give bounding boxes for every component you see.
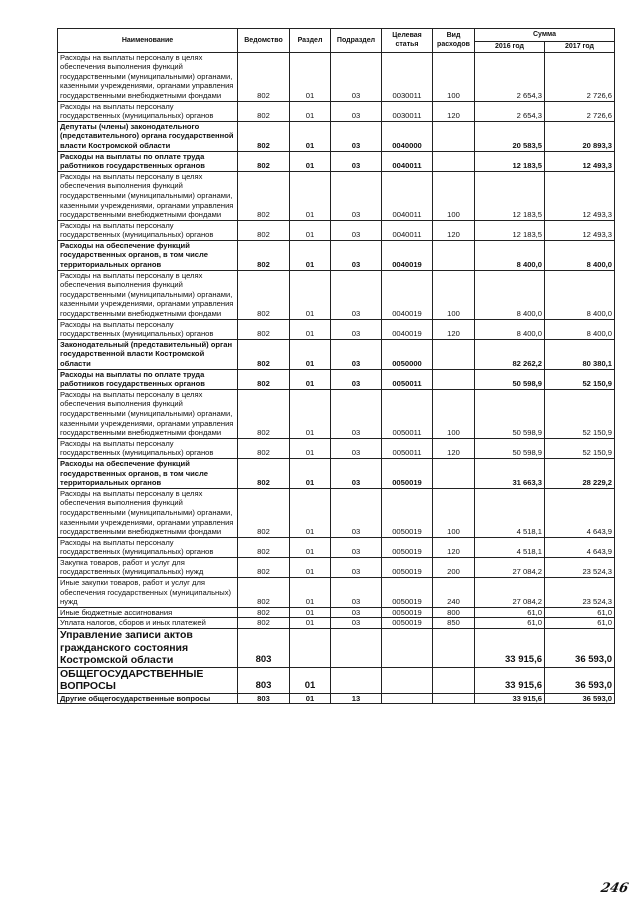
row-name: Расходы на выплаты персоналу государственных (муниципальных) органов	[58, 220, 238, 240]
row-vid: 120	[433, 220, 475, 240]
row-vid: 120	[433, 438, 475, 458]
row-sum-2016: 33 915,6	[475, 629, 545, 668]
row-podrazdel: 03	[331, 618, 382, 629]
row-sum-2017: 2 726,6	[545, 52, 615, 101]
row-celevaya: 0050011	[382, 369, 433, 389]
row-celevaya: 0050019	[382, 618, 433, 629]
row-sum-2017: 61,0	[545, 607, 615, 618]
header-year-2017: 2017 год	[545, 42, 615, 53]
row-vedomstvo: 802	[238, 438, 290, 458]
row-sum-2017: 52 150,9	[545, 369, 615, 389]
row-name: Расходы на выплаты по оплате труда работников государственных органов	[58, 151, 238, 171]
row-vid: 100	[433, 488, 475, 537]
row-vedomstvo: 802	[238, 557, 290, 577]
row-sum-2016: 50 598,9	[475, 369, 545, 389]
header-summa: Сумма	[475, 29, 615, 42]
row-sum-2017: 23 524,3	[545, 557, 615, 577]
row-razdel: 01	[290, 52, 331, 101]
row-razdel: 01	[290, 339, 331, 369]
row-vedomstvo: 803	[238, 693, 290, 704]
row-sum-2016: 33 915,6	[475, 667, 545, 693]
row-podrazdel: 03	[331, 438, 382, 458]
row-celevaya: 0040019	[382, 240, 433, 270]
row-vid	[433, 369, 475, 389]
row-vid: 120	[433, 537, 475, 557]
row-vid: 100	[433, 52, 475, 101]
row-podrazdel: 03	[331, 220, 382, 240]
row-razdel: 01	[290, 240, 331, 270]
row-podrazdel: 03	[331, 240, 382, 270]
row-name: Депутаты (члены) законодательного (представительного) органа государственной власти Костромской области	[58, 121, 238, 151]
row-podrazdel: 03	[331, 121, 382, 151]
row-podrazdel: 03	[331, 607, 382, 618]
row-vedomstvo: 802	[238, 52, 290, 101]
row-razdel: 01	[290, 537, 331, 557]
row-vedomstvo: 803	[238, 667, 290, 693]
row-sum-2017: 8 400,0	[545, 319, 615, 339]
header-podrazdel: Подраздел	[331, 29, 382, 53]
row-vedomstvo: 802	[238, 458, 290, 488]
row-razdel: 01	[290, 557, 331, 577]
row-name: Расходы на выплаты персоналу в целях обеспечения выполнения функций государственными (муниципальными) органами, казенными учреждениями, органами управления государственными внебюджетными фондами	[58, 171, 238, 220]
row-name: Расходы на выплаты персоналу государственных (муниципальных) органов	[58, 438, 238, 458]
table-row	[58, 607, 615, 618]
table-row	[58, 578, 615, 608]
row-name: Другие общегосударственные вопросы	[58, 693, 238, 704]
table-row	[58, 488, 615, 537]
table-row	[58, 438, 615, 458]
row-sum-2017: 4 643,9	[545, 537, 615, 557]
row-celevaya: 0030011	[382, 101, 433, 121]
row-podrazdel: 03	[331, 339, 382, 369]
row-celevaya: 0050019	[382, 537, 433, 557]
row-sum-2016: 27 084,2	[475, 557, 545, 577]
row-vedomstvo: 802	[238, 319, 290, 339]
row-vedomstvo: 802	[238, 240, 290, 270]
table-row	[58, 537, 615, 557]
row-vid	[433, 629, 475, 668]
row-sum-2016: 8 400,0	[475, 270, 545, 319]
row-podrazdel	[331, 667, 382, 693]
row-sum-2016: 20 583,5	[475, 121, 545, 151]
header-vedomstvo: Ведомство	[238, 29, 290, 53]
row-celevaya: 0040011	[382, 220, 433, 240]
row-vid	[433, 667, 475, 693]
table-row	[58, 629, 615, 668]
row-vid	[433, 693, 475, 704]
row-vedomstvo: 802	[238, 618, 290, 629]
table-body	[58, 52, 615, 704]
row-podrazdel: 03	[331, 101, 382, 121]
table-row	[58, 220, 615, 240]
row-sum-2017: 12 493,3	[545, 220, 615, 240]
row-vedomstvo: 802	[238, 578, 290, 608]
row-sum-2016: 2 654,3	[475, 101, 545, 121]
row-vedomstvo: 802	[238, 488, 290, 537]
row-sum-2017: 12 493,3	[545, 171, 615, 220]
row-sum-2016: 61,0	[475, 618, 545, 629]
header-vid: Вид расходов	[433, 29, 475, 53]
row-vedomstvo: 802	[238, 121, 290, 151]
budget-table	[57, 28, 615, 704]
row-vid: 200	[433, 557, 475, 577]
row-vedomstvo: 802	[238, 339, 290, 369]
table-row	[58, 369, 615, 389]
row-sum-2017: 80 380,1	[545, 339, 615, 369]
table-row	[58, 270, 615, 319]
row-name: Закупка товаров, работ и услуг для государственных (муниципальных) нужд	[58, 557, 238, 577]
row-name: Расходы на выплаты персоналу в целях обеспечения выполнения функций государственными (муниципальными) органами, казенными учреждениями, органами управления государственными внебюджетными фондами	[58, 389, 238, 438]
row-name: Иные закупки товаров, работ и услуг для обеспечения государственных (муниципальных) нужд	[58, 578, 238, 608]
row-sum-2017: 23 524,3	[545, 578, 615, 608]
row-sum-2017: 52 150,9	[545, 438, 615, 458]
row-vid: 100	[433, 171, 475, 220]
row-sum-2017: 36 593,0	[545, 667, 615, 693]
row-sum-2016: 8 400,0	[475, 240, 545, 270]
row-podrazdel: 03	[331, 171, 382, 220]
row-name: Расходы на выплаты персоналу государственных (муниципальных) органов	[58, 101, 238, 121]
row-sum-2017: 12 493,3	[545, 151, 615, 171]
row-vid: 240	[433, 578, 475, 608]
row-celevaya: 0050011	[382, 438, 433, 458]
row-name: Расходы на выплаты персоналу в целях обеспечения выполнения функций государственными (муниципальными) органами, казенными учреждениями, органами управления государственными внебюджетными фондами	[58, 52, 238, 101]
row-razdel: 01	[290, 693, 331, 704]
row-podrazdel: 03	[331, 488, 382, 537]
row-sum-2016: 33 915,6	[475, 693, 545, 704]
row-name: Иные бюджетные ассигнования	[58, 607, 238, 618]
row-razdel: 01	[290, 171, 331, 220]
row-podrazdel: 13	[331, 693, 382, 704]
row-name: Уплата налогов, сборов и иных платежей	[58, 618, 238, 629]
header-razdel: Раздел	[290, 29, 331, 53]
table-row	[58, 319, 615, 339]
row-vedomstvo: 802	[238, 537, 290, 557]
row-name: Управление записи актов гражданского состояния Костромской области	[58, 629, 238, 668]
row-celevaya	[382, 693, 433, 704]
row-razdel: 01	[290, 618, 331, 629]
row-sum-2016: 50 598,9	[475, 389, 545, 438]
table-row	[58, 458, 615, 488]
row-sum-2017: 36 593,0	[545, 693, 615, 704]
table-header	[58, 29, 615, 53]
row-razdel: 01	[290, 458, 331, 488]
row-podrazdel: 03	[331, 369, 382, 389]
row-vid	[433, 151, 475, 171]
header-name: Наименование	[58, 29, 238, 53]
row-sum-2017: 8 400,0	[545, 240, 615, 270]
row-razdel: 01	[290, 151, 331, 171]
row-celevaya: 0040000	[382, 121, 433, 151]
row-vedomstvo: 802	[238, 369, 290, 389]
row-podrazdel: 03	[331, 578, 382, 608]
row-vid	[433, 458, 475, 488]
row-name: Расходы на выплаты персоналу государственных (муниципальных) органов	[58, 537, 238, 557]
header-year-2016: 2016 год	[475, 42, 545, 53]
row-podrazdel: 03	[331, 319, 382, 339]
table-row	[58, 339, 615, 369]
row-podrazdel	[331, 629, 382, 668]
row-celevaya: 0050019	[382, 488, 433, 537]
row-razdel: 01	[290, 121, 331, 151]
page-number: 246	[599, 881, 630, 896]
row-name: Законодательный (представительный) орган государственной власти Костромской области	[58, 339, 238, 369]
row-vid: 100	[433, 389, 475, 438]
row-celevaya: 0040019	[382, 270, 433, 319]
table-row	[58, 557, 615, 577]
row-podrazdel: 03	[331, 458, 382, 488]
row-podrazdel: 03	[331, 52, 382, 101]
row-razdel: 01	[290, 369, 331, 389]
row-name: ОБЩЕГОСУДАРСТВЕННЫЕ ВОПРОСЫ	[58, 667, 238, 693]
header-celevaya: Целевая статья	[382, 29, 433, 53]
row-razdel: 01	[290, 389, 331, 438]
table-row	[58, 101, 615, 121]
row-razdel: 01	[290, 488, 331, 537]
row-name: Расходы на выплаты персоналу в целях обеспечения выполнения функций государственными (муниципальными) органами, казенными учреждениями, органами управления государственными внебюджетными фондами	[58, 270, 238, 319]
row-vid	[433, 339, 475, 369]
row-vid: 120	[433, 101, 475, 121]
row-razdel	[290, 629, 331, 668]
row-celevaya: 0050019	[382, 557, 433, 577]
row-sum-2016: 27 084,2	[475, 578, 545, 608]
row-sum-2017: 2 726,6	[545, 101, 615, 121]
row-vid: 800	[433, 607, 475, 618]
row-razdel: 01	[290, 319, 331, 339]
row-vid	[433, 121, 475, 151]
row-sum-2016: 4 518,1	[475, 488, 545, 537]
row-sum-2016: 12 183,5	[475, 171, 545, 220]
row-name: Расходы на выплаты по оплате труда работников государственных органов	[58, 369, 238, 389]
table-row	[58, 171, 615, 220]
table-row	[58, 693, 615, 704]
row-sum-2017: 52 150,9	[545, 389, 615, 438]
row-vedomstvo: 802	[238, 389, 290, 438]
row-sum-2016: 2 654,3	[475, 52, 545, 101]
row-sum-2016: 4 518,1	[475, 537, 545, 557]
row-celevaya: 0040011	[382, 171, 433, 220]
row-sum-2017: 20 893,3	[545, 121, 615, 151]
row-sum-2016: 31 663,3	[475, 458, 545, 488]
row-celevaya: 0050011	[382, 389, 433, 438]
row-sum-2017: 4 643,9	[545, 488, 615, 537]
row-sum-2016: 12 183,5	[475, 220, 545, 240]
row-sum-2016: 50 598,9	[475, 438, 545, 458]
row-celevaya: 0050019	[382, 607, 433, 618]
row-sum-2016: 82 262,2	[475, 339, 545, 369]
table-row	[58, 151, 615, 171]
row-sum-2016: 61,0	[475, 607, 545, 618]
row-podrazdel: 03	[331, 270, 382, 319]
row-celevaya	[382, 629, 433, 668]
row-celevaya: 0050019	[382, 578, 433, 608]
table-row	[58, 240, 615, 270]
row-razdel: 01	[290, 270, 331, 319]
row-vid: 100	[433, 270, 475, 319]
row-podrazdel: 03	[331, 557, 382, 577]
row-razdel: 01	[290, 578, 331, 608]
row-sum-2017: 8 400,0	[545, 270, 615, 319]
row-razdel: 01	[290, 607, 331, 618]
row-celevaya: 0050000	[382, 339, 433, 369]
row-vedomstvo: 802	[238, 101, 290, 121]
row-vedomstvo: 803	[238, 629, 290, 668]
row-sum-2017: 61,0	[545, 618, 615, 629]
row-vid	[433, 240, 475, 270]
table-row	[58, 667, 615, 693]
row-name: Расходы на обеспечение функций государственных органов, в том числе территориальных органов	[58, 458, 238, 488]
row-razdel: 01	[290, 667, 331, 693]
table-row	[58, 121, 615, 151]
row-vedomstvo: 802	[238, 171, 290, 220]
row-vedomstvo: 802	[238, 607, 290, 618]
row-vedomstvo: 802	[238, 270, 290, 319]
row-razdel: 01	[290, 220, 331, 240]
row-vedomstvo: 802	[238, 151, 290, 171]
table-row	[58, 618, 615, 629]
row-vid: 120	[433, 319, 475, 339]
row-celevaya: 0050019	[382, 458, 433, 488]
table-row	[58, 389, 615, 438]
table-row	[58, 52, 615, 101]
row-razdel: 01	[290, 101, 331, 121]
row-name: Расходы на обеспечение функций государственных органов, в том числе территориальных органов	[58, 240, 238, 270]
row-vid: 850	[433, 618, 475, 629]
row-podrazdel: 03	[331, 151, 382, 171]
row-sum-2017: 28 229,2	[545, 458, 615, 488]
row-vedomstvo: 802	[238, 220, 290, 240]
row-sum-2016: 12 183,5	[475, 151, 545, 171]
row-celevaya: 0030011	[382, 52, 433, 101]
row-name: Расходы на выплаты персоналу в целях обеспечения выполнения функций государственными (муниципальными) органами, казенными учреждениями, органами управления государственными внебюджетными фондами	[58, 488, 238, 537]
row-sum-2016: 8 400,0	[475, 319, 545, 339]
row-celevaya: 0040019	[382, 319, 433, 339]
row-razdel: 01	[290, 438, 331, 458]
row-name: Расходы на выплаты персоналу государственных (муниципальных) органов	[58, 319, 238, 339]
row-celevaya	[382, 667, 433, 693]
row-podrazdel: 03	[331, 537, 382, 557]
row-podrazdel: 03	[331, 389, 382, 438]
row-sum-2017: 36 593,0	[545, 629, 615, 668]
row-celevaya: 0040011	[382, 151, 433, 171]
